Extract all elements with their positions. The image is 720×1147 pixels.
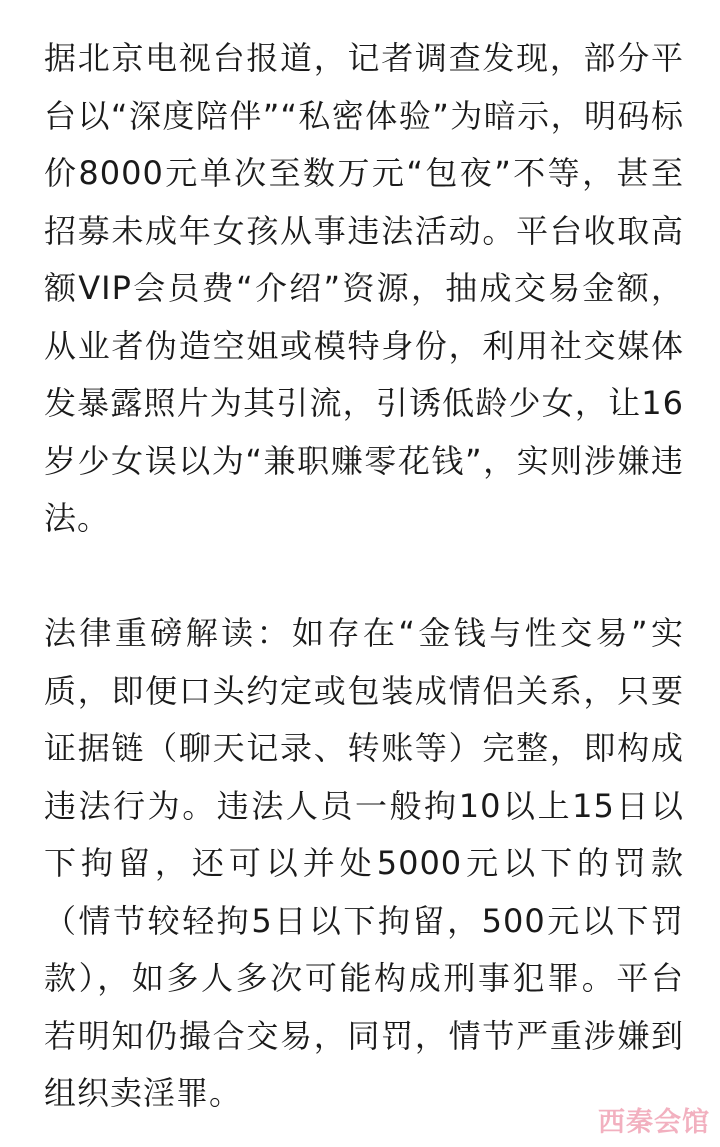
legal-interpretation-paragraph: 法律重磅解读：如存在“金钱与性交易”实质，即便口头约定或包装成情侣关系，只要证据链（聊天记录、转账等）完整，即构成违法行为。违法人员一般拘10以上15日以下拘留，还可以并处5000元以下的罚款（情节较轻拘5日以下拘留，500元以下罚款），如多人多次可能构成刑事犯罪。平台若明知仍撮合交易，同罚，情节严重涉嫌到组织卖淫罪。 <box>44 614 684 1112</box>
article-body <box>44 30 684 1123</box>
news-paragraph: 据北京电视台报道，记者调查发现，部分平台以“深度陪伴”“私密体验”为暗示，明码标价8000元单次至数万元“包夜”不等，甚至招募未成年女孩从事违法活动。平台收取高额VIP会员费“介绍”资源，抽成交易金额，从业者伪造空姐或模特身份，利用社交媒体发暴露照片为其引流，引诱低龄少女，让16岁少女误以为“兼职赚零花钱”，实则涉嫌违法。 <box>44 39 684 537</box>
watermark-logo: 西秦会馆 <box>598 1107 710 1138</box>
